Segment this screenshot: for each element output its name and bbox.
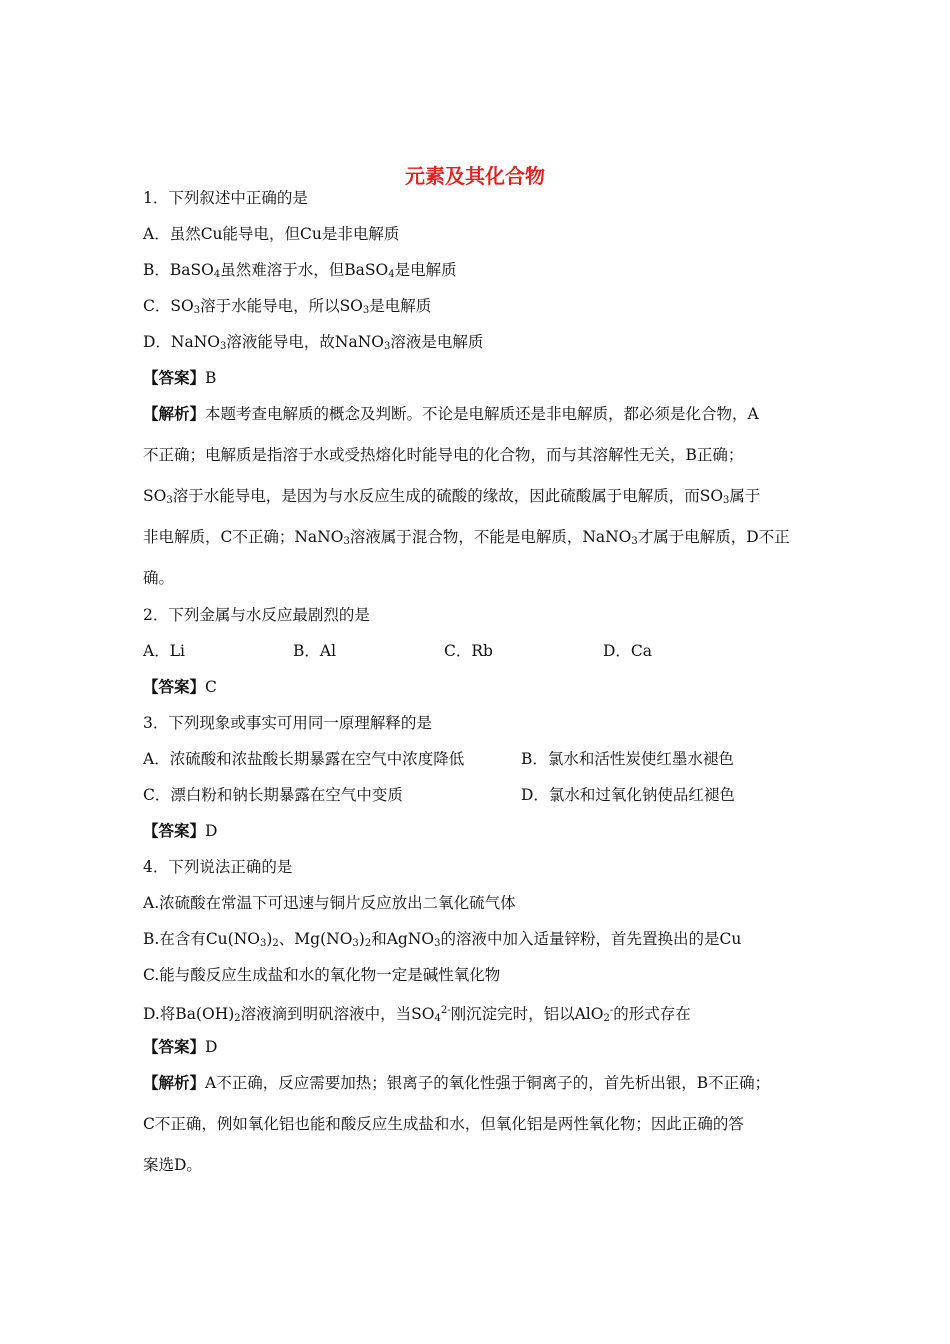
answer-label: 【答案】 <box>143 821 206 840</box>
analysis-label: 【解析】 <box>143 404 206 423</box>
q1-option-b: B．BaSO$_4$虽然难溶于水，但BaSO$_4$是电解质 <box>143 261 457 280</box>
q1-option-c: C．$SO_3$溶于水能导电，所以$SO_3$是电解质 <box>143 297 432 316</box>
q2-option-b: B．Al <box>293 642 337 660</box>
analysis-label: 【解析】 <box>143 1073 206 1092</box>
answer-label: 【答案】 <box>143 1037 206 1056</box>
q1-analysis-line: 确。 <box>143 569 175 587</box>
q4-analysis-line: C不正确，例如氧化铝也能和酸反应生成盐和水，但氧化铝是两性氧化物；因此正确的答 <box>143 1115 744 1133</box>
q2-option-c: C．Rb <box>444 642 493 660</box>
q1-stem: 1．下列叙述中正确的是 <box>143 189 308 207</box>
q3-option-c: C．漂白粉和钠长期暴露在空气中变质 <box>143 786 403 804</box>
q4-option-b: B.在含有$Cu(NO_3)_2$、$Mg(NO_3)_2$和AgNO$_3$的溶液中加入适量锌粉，首先置换出的是Cu <box>143 930 742 949</box>
answer-label: 【答案】 <box>143 677 206 696</box>
q3-option-a: A．浓硫酸和浓盐酸长期暴露在空气中浓度降低 <box>143 750 465 768</box>
q4-option-a: A.浓硫酸在常温下可迅速与铜片反应放出二氧化硫气体 <box>143 894 516 912</box>
q2-answer: 【答案】C <box>143 677 217 696</box>
q2-option-d: D．Ca <box>603 642 653 660</box>
q3-option-b: B．氯水和活性炭使红墨水褪色 <box>521 750 734 768</box>
q4-analysis-line: 案选D。 <box>143 1156 202 1174</box>
answer-label: 【答案】 <box>143 368 206 387</box>
q4-analysis-line: 【解析】A不正确，反应需要加热；银离子的氧化性强于铜离子的，首先析出银，B不正确； <box>143 1073 771 1092</box>
q2-option-a: A．Li <box>143 642 185 660</box>
document-title: 元素及其化合物 <box>405 164 545 188</box>
q1-analysis-line: 非电解质，C不正确；NaNO$_3$溶液属于混合物，不能是电解质，NaNO$_3$才属于电解质，D不正 <box>143 528 790 547</box>
q4-answer: 【答案】D <box>143 1037 218 1056</box>
q1-option-d: D．NaNO$_3$溶液能导电，故NaNO$_3$溶液是电解质 <box>143 333 484 352</box>
q3-stem: 3．下列现象或事实可用同一原理解释的是 <box>143 714 432 732</box>
q1-option-a: A．虽然Cu能导电，但Cu是非电解质 <box>143 225 400 243</box>
q3-answer: 【答案】D <box>143 821 218 840</box>
q1-analysis-line: 不正确；电解质是指溶于水或受热熔化时能导电的化合物，而与其溶解性无关，B正确； <box>143 446 744 464</box>
q1-analysis-line: $SO_3$溶于水能导电，是因为与水反应生成的硫酸的缘故，因此硫酸属于电解质，而$SO_3$属于 <box>143 487 761 506</box>
q4-option-c: C.能与酸反应生成盐和水的氧化物一定是碱性氧化物 <box>143 966 501 984</box>
q4-option-d: D.将$Ba(OH)_2$溶液滴到明矾溶液中，当$SO_4^{2-}$刚沉淀完时，铝以AlO$_2$-的形式存在 <box>143 1005 691 1024</box>
q4-stem: 4．下列说法正确的是 <box>143 858 293 876</box>
q1-answer: 【答案】B <box>143 368 217 387</box>
q2-stem: 2．下列金属与水反应最剧烈的是 <box>143 606 370 624</box>
q3-option-d: D．氯水和过氧化钠使品红褪色 <box>521 786 735 804</box>
q1-analysis-line: 【解析】本题考查电解质的概念及判断。不论是电解质还是非电解质，都必须是化合物，A <box>143 404 759 423</box>
